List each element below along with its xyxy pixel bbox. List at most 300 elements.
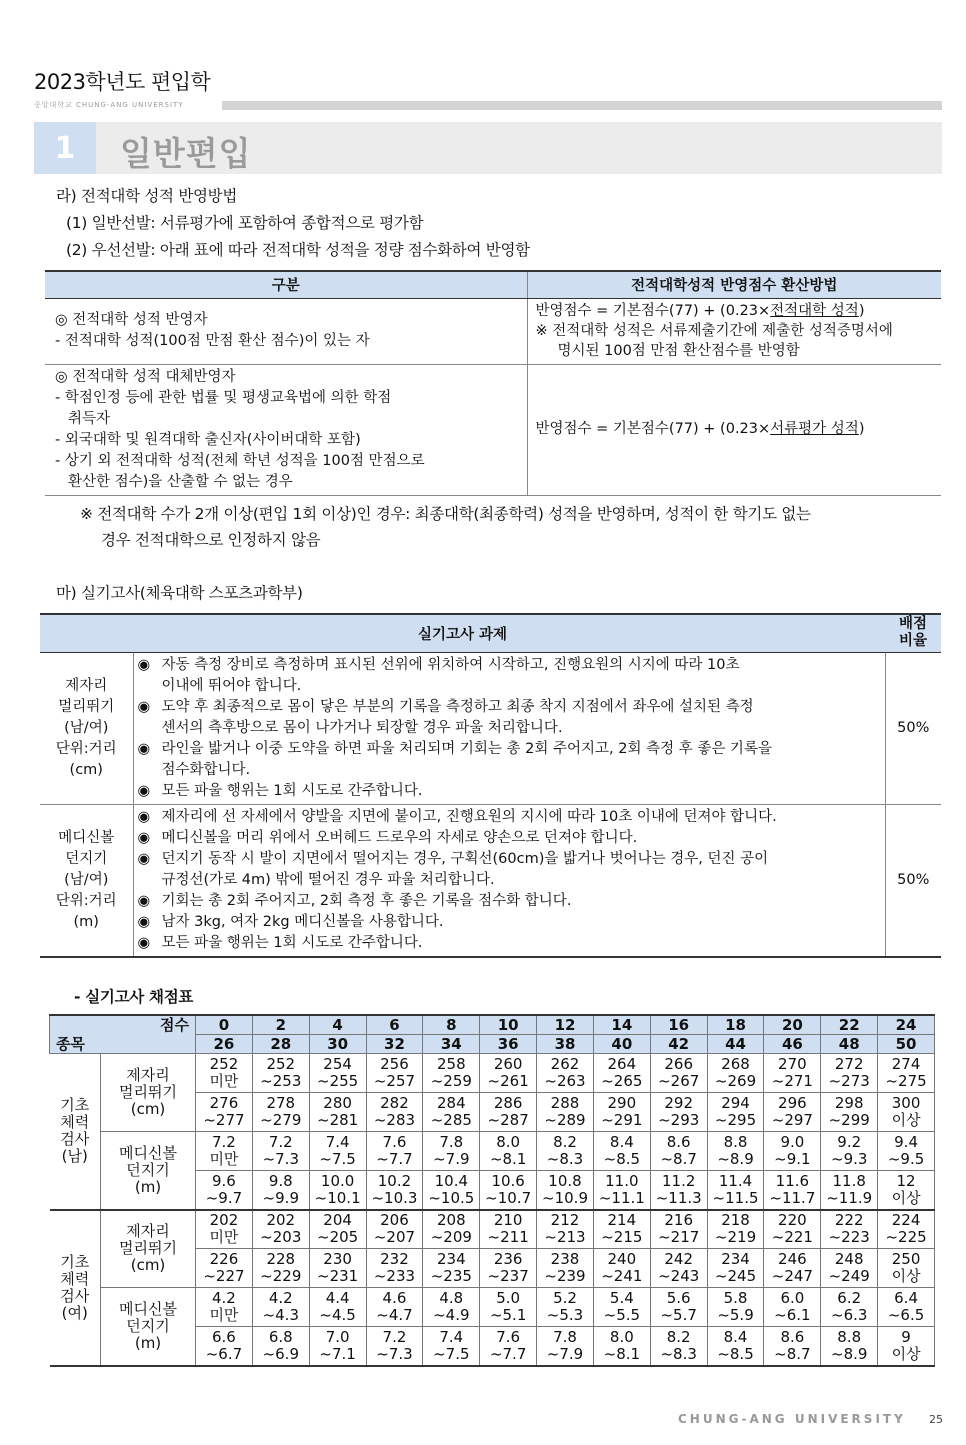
page-number: 25 xyxy=(929,1413,943,1426)
score-cell-line: ~10.5 xyxy=(428,1188,475,1207)
score-cell-line: 9.8 xyxy=(268,1171,293,1190)
event-label-line: (cm) xyxy=(130,1256,166,1275)
score-cell xyxy=(707,1249,764,1288)
score-cell-line: ~8.1 xyxy=(489,1150,527,1168)
score-cell-line: ~11.9 xyxy=(826,1188,873,1207)
score-cell-line: ~283 xyxy=(373,1111,416,1129)
score-points-bottom: 40 xyxy=(593,1035,650,1054)
score-cell xyxy=(366,1210,423,1249)
score-cell-line: ~229 xyxy=(260,1267,302,1285)
event-label xyxy=(101,1054,196,1132)
score-cell-line: ~291 xyxy=(601,1111,643,1129)
score-cell-line: ~5.9 xyxy=(717,1306,754,1324)
score-cell-line: 270 xyxy=(778,1055,807,1073)
score-cell-line: ~6.3 xyxy=(831,1306,868,1324)
score-cell-line: ~8.1 xyxy=(603,1344,641,1363)
list-item: ◉ 기회는 총 2회 주어지고, 2회 측정 후 좋은 기록을 점수화 합니다. xyxy=(137,892,572,909)
score-cell-line: ~239 xyxy=(544,1267,586,1285)
section-number: 1 xyxy=(34,122,96,174)
score-cell xyxy=(480,1132,537,1171)
score-cell-line: ~275 xyxy=(885,1072,927,1090)
score-cell-line: 208 xyxy=(436,1211,466,1230)
score-cell-line: 7.2 xyxy=(382,1327,407,1346)
score-cell-line: 7.2 xyxy=(268,1133,293,1151)
score-cell-line: 8.6 xyxy=(780,1327,805,1346)
score-cell-line: 288 xyxy=(550,1094,580,1112)
score-cell xyxy=(650,1249,707,1288)
score-cell-line: 11.6 xyxy=(775,1171,810,1190)
score-corner-bottom: 종목 xyxy=(50,1035,196,1054)
score-cell-line: 252 xyxy=(209,1055,239,1073)
score-cell-line: ~263 xyxy=(544,1072,586,1090)
score-cell-line: ~6.1 xyxy=(774,1306,811,1324)
score-cell xyxy=(821,1288,878,1327)
score-cell-line: ~10.3 xyxy=(371,1188,418,1207)
score-cell-line: 232 xyxy=(380,1250,409,1268)
event-label xyxy=(101,1288,196,1366)
list-item: ◉ 모든 파울 행위는 1회 시도로 간주합니다. xyxy=(137,934,423,951)
score-cell xyxy=(650,1093,707,1132)
score-cell xyxy=(821,1327,878,1366)
score-cell xyxy=(423,1249,480,1288)
score-cell xyxy=(309,1054,366,1093)
group-label-line: (남) xyxy=(61,1147,88,1166)
event-label-line: 메디신볼 xyxy=(119,1299,177,1318)
event-label xyxy=(101,1132,196,1210)
score-cell-line: ~6.9 xyxy=(262,1344,299,1363)
group-label-line: 기초 xyxy=(60,1252,90,1271)
score-cell-line: 11.0 xyxy=(605,1171,639,1190)
score-points-bottom: 28 xyxy=(252,1035,309,1054)
list-item: ◉ 모든 파울 행위는 1회 시도로 간주합니다. xyxy=(137,782,423,799)
score-cell-line: ~241 xyxy=(601,1267,643,1285)
list-item: ◉ 남자 3kg, 여자 2kg 메디신볼을 사용합니다. xyxy=(137,913,444,930)
score-cell-line: ~253 xyxy=(260,1072,302,1090)
score-cell-line: ~279 xyxy=(260,1111,302,1129)
score-points-bottom: 34 xyxy=(423,1035,480,1054)
score-cell xyxy=(537,1249,594,1288)
score-cell xyxy=(366,1093,423,1132)
score-cell-line: ~295 xyxy=(714,1111,757,1129)
score-cell-line: ~9.9 xyxy=(262,1188,299,1207)
score-cell xyxy=(537,1132,594,1171)
score-cell xyxy=(480,1054,537,1093)
score-cell-line: ~217 xyxy=(658,1228,700,1247)
score-cell-line: 이상 xyxy=(891,1267,921,1285)
score-cell-line: 5.4 xyxy=(609,1289,634,1307)
event-label-line: 멀리뛰기 xyxy=(119,1239,177,1258)
score-points-bottom: 38 xyxy=(537,1035,594,1054)
score-cell-line: 248 xyxy=(834,1250,864,1268)
score-cell-line: ~207 xyxy=(373,1228,416,1247)
score-cell xyxy=(878,1210,935,1249)
score-cell xyxy=(650,1210,707,1249)
score-cell xyxy=(650,1132,707,1171)
score-cell-line: 6.2 xyxy=(837,1289,862,1307)
score-cell-line: 7.6 xyxy=(382,1133,407,1151)
score-points-top: 22 xyxy=(821,1015,878,1035)
score-cell-line: ~281 xyxy=(317,1111,359,1129)
note-line-1: ※ 전적대학 수가 2개 이상(편입 1회 이상)인 경우: 최종대학(최종학력) 성적을 반영하며, 성적이 한 학기도 없는 xyxy=(80,505,811,523)
score-cell-line: 9.2 xyxy=(837,1133,862,1151)
score-cell xyxy=(537,1210,594,1249)
score-cell-line: ~6.5 xyxy=(887,1306,925,1324)
score-cell xyxy=(821,1171,878,1210)
score-points-bottom: 44 xyxy=(707,1035,764,1054)
score-cell xyxy=(480,1288,537,1327)
score-cell-line: 4.4 xyxy=(325,1289,350,1307)
event-label-line: (cm) xyxy=(130,1100,166,1118)
score-cell-line: ~7.3 xyxy=(376,1344,413,1363)
score-cell xyxy=(707,1093,764,1132)
score-cell xyxy=(593,1054,650,1093)
score-cell xyxy=(821,1093,878,1132)
score-cell-line: 4.6 xyxy=(382,1289,407,1307)
event-label-line: 던지기 xyxy=(126,1316,170,1335)
score-cell xyxy=(480,1249,537,1288)
score-cell xyxy=(650,1171,707,1210)
score-cell-line: ~277 xyxy=(203,1111,245,1129)
event-label-line: 제자리 xyxy=(126,1066,170,1084)
score-cell-line: 278 xyxy=(266,1094,296,1112)
score-cell-line: 6.4 xyxy=(894,1289,918,1307)
score-points-bottom: 42 xyxy=(650,1035,707,1054)
score-cell-line: ~219 xyxy=(714,1228,757,1247)
score-cell-line: 5.2 xyxy=(553,1289,577,1307)
score-points-top: 2 xyxy=(252,1015,309,1035)
score-cell-line: 9.0 xyxy=(780,1133,805,1151)
group-label xyxy=(50,1210,101,1366)
score-cell-line: 284 xyxy=(436,1094,466,1112)
event-label-line: 멀리뛰기 xyxy=(119,1083,177,1101)
score-cell-line: 210 xyxy=(493,1211,523,1230)
score-cell-line: 4.2 xyxy=(268,1289,293,1307)
table-cell xyxy=(527,298,941,364)
score-cell-line: 268 xyxy=(721,1055,750,1073)
score-cell-line: 236 xyxy=(493,1250,523,1268)
score-points-top: 20 xyxy=(764,1015,821,1035)
score-points-top: 4 xyxy=(309,1015,366,1035)
score-points-bottom: 36 xyxy=(480,1035,537,1054)
score-cell-line: 266 xyxy=(664,1055,693,1073)
score-cell xyxy=(366,1249,423,1288)
score-cell-line: 230 xyxy=(323,1250,352,1268)
score-cell xyxy=(593,1249,650,1288)
group-label-line: 검사 xyxy=(60,1286,90,1305)
score-cell xyxy=(537,1288,594,1327)
formula-note: 명시된 100점 만점 환산점수를 반영함 xyxy=(557,343,800,359)
score-cell-line: ~8.3 xyxy=(660,1344,697,1363)
score-cell xyxy=(252,1132,309,1171)
score-cell-line: 246 xyxy=(778,1250,807,1268)
score-cell-line: 7.8 xyxy=(553,1327,577,1346)
score-cell-line: 9.4 xyxy=(894,1133,918,1151)
score-points-top: 0 xyxy=(196,1015,253,1035)
row-desc: 취득자 xyxy=(68,410,111,427)
score-cell-line: 10.6 xyxy=(491,1171,525,1190)
score-cell-line: 8.0 xyxy=(496,1133,521,1151)
score-cell xyxy=(196,1171,253,1210)
table-cell xyxy=(45,364,527,495)
score-cell-line: ~223 xyxy=(828,1228,870,1247)
score-cell-line: ~7.9 xyxy=(546,1344,584,1363)
score-cell-line: ~7.1 xyxy=(319,1344,356,1363)
score-cell xyxy=(707,1327,764,1366)
score-cell-line: 276 xyxy=(209,1094,239,1112)
score-cell xyxy=(480,1093,537,1132)
score-cell xyxy=(423,1093,480,1132)
score-table xyxy=(49,1014,935,1367)
score-cell xyxy=(480,1327,537,1366)
score-cell-line: ~8.5 xyxy=(717,1344,754,1363)
score-cell xyxy=(764,1054,821,1093)
group-label-line: 체력 xyxy=(60,1113,90,1132)
score-cell-line: ~233 xyxy=(373,1267,416,1285)
score-points-top: 14 xyxy=(593,1015,650,1035)
score-cell xyxy=(593,1093,650,1132)
score-cell xyxy=(309,1093,366,1132)
event-label-line: 제자리 xyxy=(126,1222,170,1241)
event-rules xyxy=(133,804,885,957)
score-cell xyxy=(707,1210,764,1249)
score-cell-line: ~4.7 xyxy=(376,1306,413,1324)
score-cell-line: ~257 xyxy=(373,1072,416,1090)
score-cell xyxy=(196,1327,253,1366)
score-cell xyxy=(196,1249,253,1288)
score-cell xyxy=(593,1171,650,1210)
score-cell xyxy=(252,1093,309,1132)
score-cell-line: ~5.3 xyxy=(546,1306,584,1324)
score-cell xyxy=(309,1210,366,1249)
score-cell-line: 296 xyxy=(778,1094,807,1112)
score-cell-line: 8.8 xyxy=(723,1133,748,1151)
score-cell-line: 11.8 xyxy=(832,1171,866,1190)
row-desc: 환산한 점수)을 산출할 수 없는 경우 xyxy=(68,473,293,490)
score-cell xyxy=(423,1288,480,1327)
score-cell-line: ~215 xyxy=(601,1228,643,1247)
score-cell-line: 290 xyxy=(607,1094,637,1112)
score-cell-line: ~11.3 xyxy=(655,1188,702,1207)
row-desc: - 상기 외 전적대학 성적(전체 학년 성적을 100점 만점으로 xyxy=(55,452,425,469)
score-cell xyxy=(764,1132,821,1171)
formula: 반영점수 = 기본점수(77) + (0.23×전적대학 성적) xyxy=(535,303,865,319)
formula-note: ※ 전적대학 성적은 서류제출기간에 제출한 성적증명서에 xyxy=(535,323,893,339)
score-cell-line: ~9.7 xyxy=(205,1188,243,1207)
score-cell xyxy=(309,1249,366,1288)
score-cell-line: 미만 xyxy=(209,1228,239,1247)
score-cell xyxy=(821,1210,878,1249)
score-cell-line: ~4.5 xyxy=(319,1306,356,1324)
score-cell-line: 282 xyxy=(380,1094,409,1112)
score-cell-line: ~7.5 xyxy=(319,1150,356,1168)
group-label xyxy=(50,1054,101,1210)
score-corner-top: 점수 xyxy=(50,1015,196,1035)
score-cell xyxy=(252,1288,309,1327)
score-cell-line: 234 xyxy=(436,1250,466,1268)
score-cell-line: 252 xyxy=(266,1055,296,1073)
score-points-top: 18 xyxy=(707,1015,764,1035)
score-cell-line: 202 xyxy=(209,1211,239,1230)
ra-item-2: (2) 우선선발: 아래 표에 따라 전적대학 성적을 정량 점수화하여 반영함 xyxy=(66,241,530,259)
event-label: 메디신볼 던지기 (남/여) 단위:거리 (m) xyxy=(40,804,133,957)
event-label: 제자리 멀리뛰기 (남/여) 단위:거리 (cm) xyxy=(40,652,133,804)
list-item: ◉ 자동 측정 장비로 측정하며 표시된 선위에 위치하여 시작하고, 진행요원의 시지에 따라 10초 이내에 뛰어야 합니다. xyxy=(137,656,740,694)
score-cell-line: 이상 xyxy=(891,1188,921,1207)
score-cell-line: 11.2 xyxy=(661,1171,696,1190)
score-cell-line: 272 xyxy=(834,1055,864,1073)
score-cell-line: ~245 xyxy=(714,1267,757,1285)
score-cell-line: 9 xyxy=(901,1327,911,1346)
score-cell-line: 10.0 xyxy=(320,1171,355,1190)
score-cell xyxy=(366,1054,423,1093)
score-cell-line: 222 xyxy=(834,1211,864,1230)
score-cell xyxy=(252,1210,309,1249)
score-cell-line: 8.4 xyxy=(723,1327,748,1346)
score-cell xyxy=(423,1210,480,1249)
ra-item-1: (1) 일반선발: 서류평가에 포함하여 종합적으로 평가함 xyxy=(66,214,424,232)
score-cell xyxy=(707,1132,764,1171)
score-points-top: 12 xyxy=(537,1015,594,1035)
score-cell-line: ~225 xyxy=(885,1228,927,1247)
practical-exam-table xyxy=(40,613,941,958)
score-cell-line: ~259 xyxy=(430,1072,472,1090)
score-cell-line: ~273 xyxy=(828,1072,870,1090)
ratio-cell: 50% xyxy=(885,804,941,957)
event-label-line: (m) xyxy=(134,1333,162,1352)
score-cell-line: ~243 xyxy=(658,1267,700,1285)
score-cell xyxy=(821,1054,878,1093)
score-cell-line: 이상 xyxy=(891,1344,921,1363)
score-cell-line: ~271 xyxy=(771,1072,813,1090)
score-cell-line: ~8.9 xyxy=(831,1344,868,1363)
score-cell xyxy=(764,1327,821,1366)
table-header: 구분 xyxy=(45,271,527,298)
row-desc: - 외국대학 및 원격대학 출신자(사이버대학 포함) xyxy=(55,431,361,448)
score-cell-line: ~8.5 xyxy=(603,1150,641,1168)
score-cell-line: ~11.5 xyxy=(712,1188,759,1207)
score-cell xyxy=(252,1054,309,1093)
score-cell-line: 이상 xyxy=(891,1111,921,1129)
score-cell-line: 298 xyxy=(834,1094,864,1112)
score-cell-line: 300 xyxy=(891,1094,921,1112)
score-cell-line: 10.8 xyxy=(548,1171,582,1190)
score-cell-line: 264 xyxy=(607,1055,637,1073)
score-points-top: 16 xyxy=(650,1015,707,1035)
footer-university: CHUNG-ANG UNIVERSITY xyxy=(678,1412,906,1426)
score-cell-line: ~8.9 xyxy=(717,1150,754,1168)
formula: 반영점수 = 기본점수(77) + (0.23×서류평가 성적) xyxy=(535,421,865,437)
score-cell-line: 12 xyxy=(896,1171,916,1190)
score-cell-line: 미만 xyxy=(209,1150,239,1168)
score-cell-line: 262 xyxy=(550,1055,580,1073)
score-cell xyxy=(650,1054,707,1093)
score-cell-line: ~7.3 xyxy=(262,1150,299,1168)
score-cell-line: ~7.7 xyxy=(489,1344,527,1363)
section-banner xyxy=(34,122,942,174)
event-label-line: 던지기 xyxy=(126,1160,170,1179)
score-cell xyxy=(764,1093,821,1132)
score-cell xyxy=(537,1171,594,1210)
score-cell xyxy=(878,1132,935,1171)
score-cell xyxy=(366,1288,423,1327)
score-cell xyxy=(196,1054,253,1093)
score-points-bottom: 46 xyxy=(764,1035,821,1054)
score-cell-line: ~299 xyxy=(828,1111,870,1129)
score-cell-line: 8.6 xyxy=(666,1133,691,1151)
event-rules xyxy=(133,652,885,804)
score-cell-line: 250 xyxy=(891,1250,921,1268)
row-desc: - 전적대학 성적(100점 만점 환산 점수)이 있는 자 xyxy=(55,333,370,349)
score-cell xyxy=(593,1132,650,1171)
score-cell-line: ~213 xyxy=(544,1228,586,1247)
score-cell xyxy=(480,1210,537,1249)
page-header-title: 2023학년도 편입학 xyxy=(34,70,211,94)
score-cell-line: ~5.7 xyxy=(660,1306,697,1324)
score-cell-line: 6.0 xyxy=(780,1289,805,1307)
group-label-line: (여) xyxy=(61,1303,88,1322)
score-cell-line: 240 xyxy=(607,1250,637,1268)
score-cell-line: ~221 xyxy=(771,1228,813,1247)
score-cell-line: 8.8 xyxy=(837,1327,862,1346)
score-cell-line: 220 xyxy=(778,1211,807,1230)
score-cell-line: ~269 xyxy=(714,1072,757,1090)
score-cell-line: ~10.7 xyxy=(485,1188,532,1207)
score-cell-line: ~11.7 xyxy=(769,1188,816,1207)
note-line-2: 경우 전적대학으로 인정하지 않음 xyxy=(101,531,321,549)
score-cell-line: 5.0 xyxy=(496,1289,521,1307)
score-cell-line: 4.8 xyxy=(439,1289,464,1307)
score-cell-line: 292 xyxy=(664,1094,693,1112)
score-cell-line: ~205 xyxy=(317,1228,359,1247)
score-cell xyxy=(707,1054,764,1093)
score-cell xyxy=(878,1249,935,1288)
score-cell-line: 216 xyxy=(664,1211,693,1230)
score-points-top: 24 xyxy=(878,1015,935,1035)
score-cell-line: 11.4 xyxy=(718,1171,753,1190)
score-cell xyxy=(593,1288,650,1327)
score-cell-line: ~8.7 xyxy=(774,1344,811,1363)
score-cell-line: 254 xyxy=(323,1055,352,1073)
score-cell xyxy=(764,1210,821,1249)
score-cell xyxy=(878,1288,935,1327)
score-cell-line: 7.2 xyxy=(212,1133,236,1151)
score-cell-line: 204 xyxy=(323,1211,352,1230)
score-cell-line: ~4.3 xyxy=(262,1306,299,1324)
group-label-line: 검사 xyxy=(60,1130,90,1149)
row-desc: - 학점인정 등에 관한 법률 및 평생교육법에 의한 학점 xyxy=(55,389,392,406)
score-cell-line: ~297 xyxy=(771,1111,813,1129)
score-cell-line: 218 xyxy=(721,1211,750,1230)
score-cell xyxy=(821,1132,878,1171)
score-cell-line: ~211 xyxy=(487,1228,529,1247)
score-cell-line: ~9.5 xyxy=(887,1150,925,1168)
score-cell-line: ~235 xyxy=(430,1267,472,1285)
score-cell-line: 206 xyxy=(380,1211,409,1230)
score-cell-line: ~6.7 xyxy=(205,1344,243,1363)
event-label xyxy=(101,1210,196,1288)
score-cell xyxy=(309,1327,366,1366)
score-cell-line: 5.6 xyxy=(666,1289,691,1307)
score-cell-line: 238 xyxy=(550,1250,580,1268)
score-cell-line: ~5.1 xyxy=(489,1306,527,1324)
score-cell-line: 6.6 xyxy=(212,1327,236,1346)
score-cell-line: ~10.9 xyxy=(542,1188,588,1207)
list-item: ◉ 메디신볼을 머리 위에서 오버헤드 드로우의 자세로 양손으로 던져야 합니다. xyxy=(137,829,638,846)
score-cell-line: ~9.1 xyxy=(774,1150,811,1168)
score-cell xyxy=(196,1132,253,1171)
event-label-line: (m) xyxy=(134,1177,162,1196)
score-cell-line: 4.2 xyxy=(212,1289,236,1307)
